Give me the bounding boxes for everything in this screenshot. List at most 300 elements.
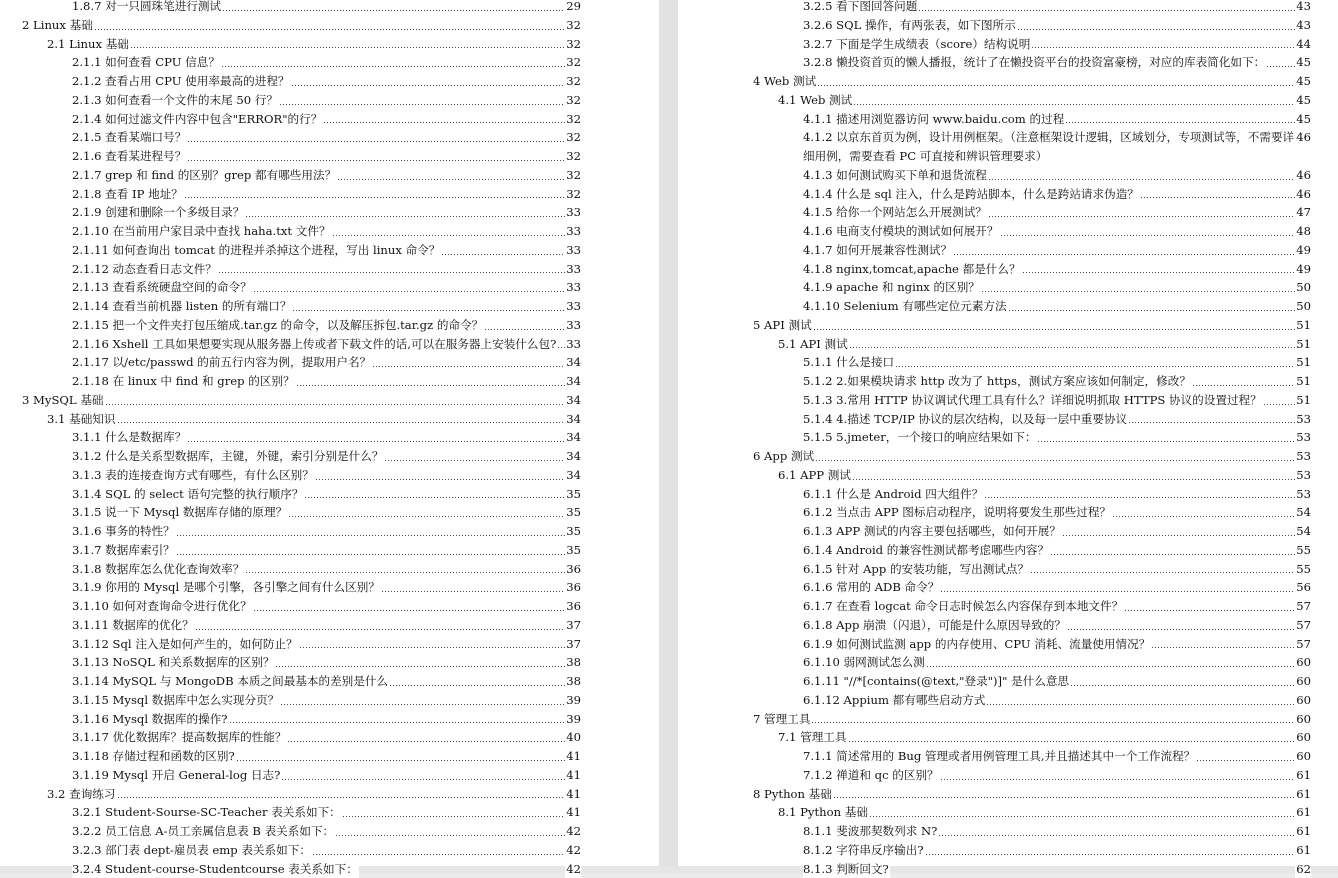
toc-page-number: 46 xyxy=(1295,185,1311,204)
toc-entry-title: 3 MySQL 基础 xyxy=(22,391,105,410)
toc-entry[interactable] xyxy=(678,110,1338,129)
toc-leader-dots xyxy=(1000,235,1296,236)
toc-page-number: 32 xyxy=(565,53,581,72)
toc-entry[interactable] xyxy=(0,503,659,522)
toc-page-number: 34 xyxy=(565,428,581,447)
toc-leader-dots xyxy=(296,385,566,386)
toc-entry-title: 6.1.1 什么是 Android 四大组件？ xyxy=(803,485,984,504)
toc-leader-dots xyxy=(384,460,565,461)
toc-leader-dots xyxy=(117,422,566,423)
toc-leader-dots xyxy=(988,216,1295,217)
toc-leader-dots xyxy=(815,460,1295,461)
toc-entry[interactable] xyxy=(0,803,659,822)
toc-leader-dots xyxy=(984,497,1295,498)
toc-entry-title: 6.1.9 如何测试监测 app 的内存使用、CPU 消耗、流量使用情况？ xyxy=(803,635,1151,654)
toc-entry-title: 5 API 测试 xyxy=(753,316,813,335)
toc-entry[interactable] xyxy=(678,297,1338,316)
toc-leader-dots xyxy=(184,197,565,198)
toc-entry-title: 3.1.16 Mysql 数据库的操作? xyxy=(72,710,229,729)
toc-leader-dots xyxy=(389,685,565,686)
toc-page-number: 53 xyxy=(1295,485,1311,504)
toc-leader-dots xyxy=(229,722,566,723)
toc-entry[interactable] xyxy=(678,316,1338,335)
toc-entry[interactable] xyxy=(678,560,1338,579)
toc-page-number: 34 xyxy=(565,353,581,372)
toc-entry[interactable] xyxy=(0,185,659,204)
toc-leader-dots xyxy=(1022,272,1296,273)
toc-entry-title: 7.1.2 禅道和 qc 的区别？ xyxy=(803,766,940,785)
toc-leader-dots xyxy=(833,797,1295,798)
toc-page-number: 33 xyxy=(565,316,581,335)
toc-entry-title: 6.1.12 Appium 都有哪些启动方式 xyxy=(803,691,986,710)
toc-entry[interactable] xyxy=(678,16,1338,35)
toc-page-number: 54 xyxy=(1295,503,1311,522)
toc-page-number: 33 xyxy=(565,297,581,316)
toc-leader-dots xyxy=(817,85,1295,86)
toc-leader-dots xyxy=(895,366,1295,367)
toc-leader-dots xyxy=(279,104,565,105)
toc-entry-title: 3.2.7 下面是学生成绩表（score）结构说明 xyxy=(803,35,1031,54)
toc-leader-dots xyxy=(986,704,1295,705)
toc-leader-dots xyxy=(323,122,565,123)
toc-leader-dots xyxy=(1062,535,1295,536)
toc-entry-title: 2.1.17 以/etc/passwd 的前五行内容为例，提取用户名？ xyxy=(72,353,372,372)
toc-entry[interactable] xyxy=(0,691,659,710)
toc-entry-title: 5.1.2 2.如果模块请求 http 改为了 https，测试方案应该如何制定，修改？ xyxy=(803,372,1192,391)
toc-leader-dots xyxy=(852,479,1295,480)
toc-entry[interactable] xyxy=(678,91,1338,110)
toc-leader-dots xyxy=(1030,572,1295,573)
toc-entry[interactable] xyxy=(0,466,659,485)
toc-entry-title: 7.1.1 简述常用的 Bug 管理或者用例管理工具,并且描述其中一个工作流程？ xyxy=(803,747,1196,766)
toc-leader-dots xyxy=(253,291,566,292)
toc-entry-title: 3.1.9 你用的 Mysql 是哪个引擎，各引擎之间有什么区别？ xyxy=(72,578,381,597)
toc-entry-title: 3.1.7 数据库索引？ xyxy=(72,541,176,560)
toc-entry-title: 3.1.1 什么是数据库？ xyxy=(72,428,187,447)
toc-entry[interactable] xyxy=(678,522,1338,541)
toc-leader-dots xyxy=(372,366,565,367)
toc-entry[interactable] xyxy=(678,72,1338,91)
toc-entry-title: 8.1.2 字符串反序输出? xyxy=(803,841,925,860)
toc-entry[interactable] xyxy=(678,410,1338,429)
toc-entry-title: 4.1.9 apache 和 nginx 的区别？ xyxy=(803,278,981,297)
toc-page-number: 32 xyxy=(565,147,581,166)
toc-entry-title: 3.2.2 员工信息 A-员工亲属信息表 B 表关系如下： xyxy=(72,822,335,841)
toc-entry-title: 2.1.6 查看某进程号？ xyxy=(72,147,187,166)
toc-leader-dots xyxy=(938,835,1295,836)
toc-page-number: 35 xyxy=(565,503,581,522)
toc-page-number: 33 xyxy=(565,260,581,279)
toc-page-number: 45 xyxy=(1295,72,1311,91)
toc-entry[interactable] xyxy=(0,447,659,466)
toc-entry[interactable] xyxy=(0,35,659,54)
toc-entry[interactable] xyxy=(678,822,1338,841)
toc-entry[interactable] xyxy=(678,485,1338,504)
toc-entry-title: 4.1.3 如何测试购买下单和退货流程 xyxy=(803,166,988,185)
toc-entry[interactable] xyxy=(678,616,1338,635)
toc-entry[interactable] xyxy=(678,466,1338,485)
toc-entry-title: 6.1.6 常用的 ADB 命令？ xyxy=(803,578,940,597)
toc-leader-dots xyxy=(1065,122,1295,123)
toc-entry[interactable] xyxy=(0,560,659,579)
toc-leader-dots xyxy=(940,591,1295,592)
toc-entry-title: 3.1.4 SQL 的 select 语句完整的执行顺序？ xyxy=(72,485,304,504)
toc-leader-dots xyxy=(848,741,1296,742)
toc-entry-title: 4 Web 测试 xyxy=(753,72,817,91)
toc-page-number: 40 xyxy=(565,728,581,747)
toc-page-number: 61 xyxy=(1295,785,1311,804)
toc-page-number: 34 xyxy=(565,466,581,485)
toc-entry[interactable] xyxy=(0,841,659,860)
toc-leader-dots xyxy=(130,47,565,48)
toc-entry-title: 2.1.2 查看占用 CPU 使用率最高的进程？ xyxy=(72,72,291,91)
toc-entry[interactable] xyxy=(678,785,1338,804)
toc-entry-title: 1.8.7 对一只圆珠笔进行测试 xyxy=(72,0,222,16)
toc-leader-dots xyxy=(1031,47,1295,48)
toc-entry[interactable] xyxy=(0,728,659,747)
toc-entry[interactable] xyxy=(0,222,659,241)
toc-page-number: 33 xyxy=(565,203,581,222)
toc-entry-title: 3.2.6 SQL 操作，有两张表，如下图所示 xyxy=(803,16,1017,35)
toc-entry[interactable] xyxy=(678,391,1338,410)
toc-entry-title: 2.1.11 如何查询出 tomcat 的进程并杀掉这个进程，写出 linux 命令？ xyxy=(72,241,441,260)
toc-entry[interactable] xyxy=(0,72,659,91)
toc-leader-dots xyxy=(1017,29,1295,30)
toc-entry[interactable] xyxy=(0,372,659,391)
toc-leader-dots xyxy=(918,10,1295,11)
toc-entry[interactable] xyxy=(678,541,1338,560)
toc-entry[interactable] xyxy=(678,672,1338,691)
toc-page-number: 33 xyxy=(565,335,581,354)
toc-entry[interactable] xyxy=(678,447,1338,466)
toc-entry[interactable] xyxy=(0,110,659,129)
toc-page-number: 32 xyxy=(565,110,581,129)
toc-entry[interactable] xyxy=(678,766,1338,785)
toc-page-number: 49 xyxy=(1295,260,1311,279)
toc-page-number: 51 xyxy=(1295,335,1311,354)
toc-list-right xyxy=(678,0,1338,878)
toc-page-number: 32 xyxy=(565,185,581,204)
toc-leader-dots xyxy=(236,760,566,761)
toc-page-right xyxy=(678,0,1338,866)
toc-entry-title: 2.1.8 查看 IP 地址？ xyxy=(72,185,184,204)
toc-page-number: 36 xyxy=(565,578,581,597)
toc-entry[interactable] xyxy=(0,635,659,654)
toc-entry[interactable] xyxy=(0,128,659,147)
toc-entry[interactable] xyxy=(0,578,659,597)
toc-entry-title: 6.1.8 App 崩溃（闪退），可能是什么原因导致的？ xyxy=(803,616,1067,635)
toc-entry[interactable] xyxy=(678,803,1338,822)
toc-leader-dots xyxy=(981,291,1295,292)
toc-entry-title: 4.1.1 描述用浏览器访问 www.baidu.com 的过程 xyxy=(803,110,1065,129)
toc-entry[interactable] xyxy=(0,260,659,279)
toc-page-number: 53 xyxy=(1295,410,1311,429)
toc-entry[interactable] xyxy=(678,372,1338,391)
toc-entry[interactable] xyxy=(0,747,659,766)
toc-entry-title: 3.2.3 部门表 dept-雇员表 emp 表关系如下： xyxy=(72,841,312,860)
toc-leader-dots xyxy=(291,85,566,86)
toc-page-number: 38 xyxy=(565,653,581,672)
toc-entry[interactable] xyxy=(678,710,1338,729)
toc-entry-title: 2 Linux 基础 xyxy=(22,16,94,35)
toc-page-number: 57 xyxy=(1295,597,1311,616)
toc-page-number: 60 xyxy=(1295,672,1311,691)
toc-page-number: 50 xyxy=(1295,278,1311,297)
toc-entry[interactable] xyxy=(678,578,1338,597)
toc-leader-dots xyxy=(484,329,565,330)
toc-entry[interactable] xyxy=(678,353,1338,372)
toc-page-number: 45 xyxy=(1295,53,1311,72)
toc-entry[interactable] xyxy=(678,635,1338,654)
toc-page-number: 42 xyxy=(565,860,581,878)
toc-entry[interactable] xyxy=(678,185,1338,204)
toc-page-number: 29 xyxy=(565,0,581,16)
toc-entry-title: 2.1.10 在当前用户家目录中查找 haha.txt 文件？ xyxy=(72,222,332,241)
toc-entry-title: 3.1.8 数据库怎么优化查询效率？ xyxy=(72,560,245,579)
toc-entry[interactable] xyxy=(0,710,659,729)
toc-entry-title: 2.1.13 查看系统硬盘空间的命令？ xyxy=(72,278,253,297)
toc-list-left xyxy=(0,0,659,878)
toc-entry-title: 3.1.12 Sql 注入是如何产生的，如何防止？ xyxy=(72,635,299,654)
toc-page-number: 62 xyxy=(1295,860,1311,878)
toc-page-number: 32 xyxy=(565,166,581,185)
toc-page-number: 46 xyxy=(1295,166,1311,185)
toc-page-number: 47 xyxy=(1295,203,1311,222)
toc-page-number: 60 xyxy=(1295,653,1311,672)
toc-page-number: 41 xyxy=(565,785,581,804)
toc-page-number: 46 xyxy=(1295,128,1311,147)
toc-entry-title: 4.1.2 以京东首页为例，设计用例框架。（注意框架设计逻辑，区域划分，专项测试等，不需要详细用例，需要查看 PC 可直接和辨识管理要求） xyxy=(803,130,1294,163)
toc-leader-dots xyxy=(1112,516,1295,517)
toc-leader-dots xyxy=(988,179,1295,180)
toc-entry[interactable] xyxy=(678,597,1338,616)
toc-page-number: 53 xyxy=(1295,428,1311,447)
toc-leader-dots xyxy=(315,479,565,480)
toc-entry-title: 4.1.5 给你一个网站怎么开展测试？ xyxy=(803,203,988,222)
toc-page-number: 42 xyxy=(565,841,581,860)
toc-entry-title: 2.1.7 grep 和 find 的区别？grep 都有哪些用法？ xyxy=(72,166,337,185)
toc-entry[interactable] xyxy=(678,260,1338,279)
toc-page-left xyxy=(0,0,659,866)
toc-entry-title: 3.1.11 数据库的优化？ xyxy=(72,616,195,635)
toc-entry[interactable] xyxy=(0,147,659,166)
toc-leader-dots xyxy=(869,816,1295,817)
toc-page-number: 48 xyxy=(1295,222,1311,241)
toc-page-number: 36 xyxy=(565,597,581,616)
toc-page-number: 61 xyxy=(1295,841,1311,860)
toc-entry-title: 4.1.10 Selenium 有哪些定位元素方法 xyxy=(803,297,1008,316)
toc-entry[interactable] xyxy=(0,316,659,335)
toc-page-number: 34 xyxy=(565,391,581,410)
toc-leader-dots xyxy=(281,779,565,780)
toc-page-number: 36 xyxy=(565,560,581,579)
toc-entry[interactable] xyxy=(678,222,1338,241)
toc-page-number: 32 xyxy=(565,16,581,35)
toc-entry-title: 8.1.3 判断回文? xyxy=(803,860,890,878)
toc-leader-dots xyxy=(342,816,565,817)
toc-entry[interactable] xyxy=(0,391,659,410)
toc-entry[interactable] xyxy=(0,428,659,447)
toc-page-number: 57 xyxy=(1295,635,1311,654)
toc-page-number: 33 xyxy=(565,222,581,241)
toc-entry[interactable] xyxy=(678,691,1338,710)
toc-entry-title: 6.1.3 APP 测试的内容主要包括哪些，如何开展？ xyxy=(803,522,1062,541)
toc-leader-dots xyxy=(925,854,1296,855)
toc-entry[interactable] xyxy=(678,747,1338,766)
toc-entry-title: 3.1.15 Mysql 数据库中怎么实现分页？ xyxy=(72,691,280,710)
toc-page-number: 32 xyxy=(565,128,581,147)
toc-entry-title: 6.1.10 弱网测试怎么测 xyxy=(803,653,926,672)
toc-page-number: 39 xyxy=(565,691,581,710)
toc-entry[interactable] xyxy=(678,503,1338,522)
toc-entry[interactable] xyxy=(0,0,659,16)
toc-entry-title: 3.1.5 说一下 Mysql 数据库存储的原理？ xyxy=(72,503,288,522)
toc-entry[interactable] xyxy=(678,728,1338,747)
toc-leader-dots xyxy=(187,160,565,161)
toc-entry[interactable] xyxy=(0,203,659,222)
toc-entry-title: 3.1.6 事务的特性？ xyxy=(72,522,176,541)
toc-entry[interactable] xyxy=(678,335,1338,354)
toc-entry[interactable] xyxy=(0,672,659,691)
toc-leader-dots xyxy=(811,722,1295,723)
toc-entry[interactable] xyxy=(0,353,659,372)
toc-entry-title: 3.1.10 如何对查询命令进行优化？ xyxy=(72,597,253,616)
toc-entry[interactable] xyxy=(678,241,1338,260)
toc-entry-title: 3.1.2 什么是关系型数据库，主键，外键，索引分别是什么？ xyxy=(72,447,384,466)
toc-entry[interactable] xyxy=(678,653,1338,672)
toc-page-number: 60 xyxy=(1295,747,1311,766)
toc-page-number: 32 xyxy=(565,35,581,54)
toc-entry[interactable] xyxy=(0,297,659,316)
toc-leader-dots xyxy=(221,66,565,67)
toc-leader-dots xyxy=(332,235,566,236)
toc-page-number: 43 xyxy=(1295,16,1311,35)
toc-entry-title: 6.1.4 Android 的兼容性测试都考虑哪些内容？ xyxy=(803,541,1050,560)
toc-entry[interactable] xyxy=(0,166,659,185)
toc-leader-dots xyxy=(287,741,565,742)
toc-page-number: 57 xyxy=(1295,616,1311,635)
toc-page-number: 32 xyxy=(565,72,581,91)
toc-page-number: 53 xyxy=(1295,466,1311,485)
toc-page-number: 34 xyxy=(565,447,581,466)
toc-entry-title: 2.1.1 如何查看 CPU 信息？ xyxy=(72,53,221,72)
toc-entry[interactable] xyxy=(0,541,659,560)
toc-entry[interactable] xyxy=(0,16,659,35)
toc-entry[interactable] xyxy=(0,53,659,72)
toc-page-number: 51 xyxy=(1295,316,1311,335)
toc-page-number: 51 xyxy=(1295,353,1311,372)
toc-page-number: 38 xyxy=(565,672,581,691)
toc-entry-title: 3.1.13 NoSQL 和关系数据库的区别？ xyxy=(72,653,275,672)
toc-entry[interactable] xyxy=(678,128,1338,166)
toc-leader-dots xyxy=(953,254,1295,255)
toc-leader-dots xyxy=(1124,610,1295,611)
toc-entry-title: 3.1.18 存储过程和函数的区别? xyxy=(72,747,236,766)
toc-entry[interactable] xyxy=(678,428,1338,447)
toc-entry-title: 2.1.12 动态查看日志文件？ xyxy=(72,260,218,279)
toc-page-number: 55 xyxy=(1295,541,1311,560)
toc-entry[interactable] xyxy=(678,203,1338,222)
toc-leader-dots xyxy=(1192,385,1295,386)
toc-entry[interactable] xyxy=(678,0,1338,16)
toc-leader-dots xyxy=(1196,760,1295,761)
toc-page-number: 34 xyxy=(565,410,581,429)
toc-entry[interactable] xyxy=(0,335,659,354)
toc-page-number: 41 xyxy=(565,803,581,822)
toc-entry[interactable] xyxy=(678,53,1338,72)
toc-entry[interactable] xyxy=(0,278,659,297)
toc-entry[interactable] xyxy=(678,841,1338,860)
toc-entry[interactable] xyxy=(0,766,659,785)
toc-leader-dots xyxy=(304,497,565,498)
toc-entry[interactable] xyxy=(0,597,659,616)
toc-entry-title: 5.1.3 3.常用 HTTP 协议调试代理工具有什么？详细说明抓取 HTTPS 协议的设置过程？ xyxy=(803,391,1263,410)
toc-entry-title: 2.1.9 创建和删除一个多级目录？ xyxy=(72,203,245,222)
toc-page-number: 34 xyxy=(565,372,581,391)
page-gutter xyxy=(659,0,678,873)
toc-entry[interactable] xyxy=(0,822,659,841)
toc-leader-dots xyxy=(253,610,566,611)
toc-leader-dots xyxy=(1070,685,1295,686)
toc-entry-title: 8.1.1 斐波那契数列求 N? xyxy=(803,822,938,841)
toc-entry[interactable] xyxy=(0,522,659,541)
toc-entry-title: 4.1.7 如何开展兼容性测试？ xyxy=(803,241,953,260)
toc-leader-dots xyxy=(557,347,565,348)
toc-leader-dots xyxy=(813,329,1296,330)
toc-entry[interactable] xyxy=(0,241,659,260)
toc-leader-dots xyxy=(245,216,565,217)
toc-entry-title: 2.1.4 如何过滤文件内容中包含"ERROR"的行？ xyxy=(72,110,323,129)
toc-page-number: 45 xyxy=(1295,110,1311,129)
toc-leader-dots xyxy=(1008,310,1296,311)
toc-page-number: 55 xyxy=(1295,560,1311,579)
toc-leader-dots xyxy=(1140,197,1295,198)
toc-entry[interactable] xyxy=(678,166,1338,185)
toc-page-number: 54 xyxy=(1295,522,1311,541)
toc-leader-dots xyxy=(335,835,565,836)
toc-entry[interactable] xyxy=(678,278,1338,297)
toc-entry[interactable] xyxy=(0,485,659,504)
toc-entry[interactable] xyxy=(678,35,1338,54)
toc-entry[interactable] xyxy=(0,653,659,672)
toc-leader-dots xyxy=(441,254,565,255)
toc-page-number: 42 xyxy=(565,822,581,841)
toc-entry-title: 3.1.19 Mysql 开启 General-log 日志? xyxy=(72,766,281,785)
toc-entry[interactable] xyxy=(0,785,659,804)
toc-entry-title: 5.1.4 4.描述 TCP/IP 协议的层次结构，以及每一层中重要协议 xyxy=(803,410,1128,429)
toc-entry-title: 3.2.5 看下图回答问题 xyxy=(803,0,918,16)
toc-page-number: 32 xyxy=(565,91,581,110)
toc-entry-title: 6.1 APP 测试 xyxy=(778,466,852,485)
toc-entry-title: 4.1 Web 测试 xyxy=(778,91,853,110)
toc-entry-title: 3.2.1 Student-Sourse-SC-Teacher 表关系如下： xyxy=(72,803,342,822)
toc-leader-dots xyxy=(195,629,566,630)
toc-leader-dots xyxy=(1067,629,1295,630)
toc-entry-title: 2.1.3 如何查看一个文件的末尾 50 行？ xyxy=(72,91,279,110)
toc-leader-dots xyxy=(275,666,565,667)
toc-leader-dots xyxy=(288,516,565,517)
toc-leader-dots xyxy=(187,141,565,142)
toc-entry-title: 6.1.7 在查看 logcat 命令日志时候怎么内容保存到本地文件？ xyxy=(803,597,1124,616)
toc-entry[interactable] xyxy=(0,91,659,110)
toc-entry[interactable] xyxy=(0,410,659,429)
toc-entry[interactable] xyxy=(0,616,659,635)
toc-page-number: 35 xyxy=(565,541,581,560)
toc-entry-title: 6 App 测试 xyxy=(753,447,815,466)
toc-entry-title: 3.2 查询练习 xyxy=(47,785,117,804)
toc-entry-title: 3.1.17 优化数据库？提高数据库的性能？ xyxy=(72,728,287,747)
toc-leader-dots xyxy=(1263,404,1295,405)
